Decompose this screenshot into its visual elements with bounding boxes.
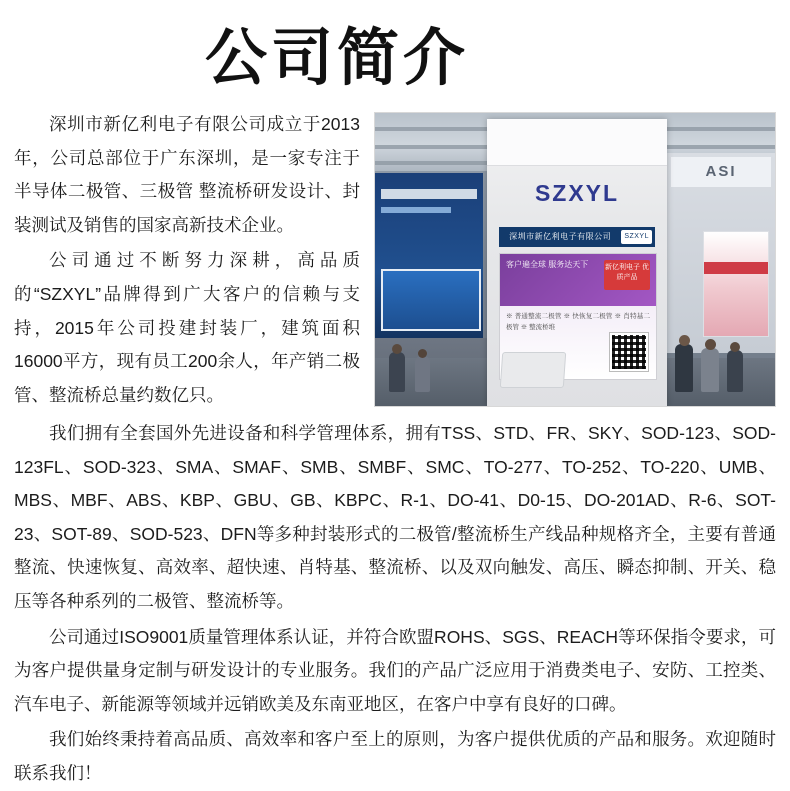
- booth-company-bar: [499, 227, 655, 247]
- profile-content: [0, 90, 790, 791]
- paragraph-4: 公司通过ISO9001质量管理体系认证，并符合欧盟ROHS、SGS、REACH等环保指令要求，可为客户提供量身定制与研发设计的专业服务。我们的产品广泛应用于消费类电子、安防、工控类、汽车电子、新能源等领域并远销欧美及东南亚地区，在客户中享有良好的口碑。: [14, 626, 776, 714]
- pillar-top: [487, 119, 667, 166]
- paragraph-2: 公司通过不断努力深耕，高品质的“SZXYL”品牌得到广大客户的信赖与支持，2015年公司投建封装厂，建筑面积16000平方，现有员工200余人，年产销二极管、整流桥总量约数亿只。: [14, 250, 360, 405]
- exhibition-booth-photo: [374, 112, 776, 407]
- poster-red-badge: 新亿利电子 优质产品: [604, 260, 650, 290]
- visitor-head: [392, 344, 402, 354]
- booth-logo: SZXYL: [534, 180, 620, 206]
- poster-product-lines: ※ 普通整流二极管 ※ 快恢复二极管 ※ 肖特基二极管 ※ 整流桥堆: [506, 313, 650, 332]
- left-booth: [375, 173, 483, 338]
- left-booth-subbanner: [381, 207, 451, 213]
- right-booth-sign: ASI: [671, 157, 771, 187]
- booth-company-name: 深圳市新亿利电子有限公司: [509, 232, 612, 241]
- visitor-figure: [727, 350, 743, 392]
- visitor-head: [705, 339, 716, 350]
- page-title: 公司简介: [205, 25, 470, 93]
- right-booth: [663, 153, 775, 353]
- paragraph-3: 我们拥有全套国外先进设备和科学管理体系，拥有TSS、STD、FR、SKY、SOD-123、SOD-123FL、SOD-323、SMA、SMAF、SMB、SMBF、SMC、TO-277、TO-252、TO-220、UMB、MBS、MBF、ABS、KBP、GBU、GB、KBPC、R-1、DO-41、D0-15、DO-201AD、R-6、SOT-23、SOT-89、SOD-523、DFN等多种封装形式的二极管/整流桥生产线品种规格齐全，主要有普通整流、快速恢复、高效率、超快速、肖特基、整流桥、以及双向触发、高压、瞬态抑制、开关、稳压等各种系列的二极管、整流桥等。: [14, 423, 776, 611]
- booth-company-tag: SZXYL: [621, 230, 652, 244]
- visitor-figure: [701, 348, 719, 392]
- right-booth-poster-band: [704, 262, 768, 274]
- right-booth-poster: [703, 231, 769, 337]
- visitor-figure: [389, 352, 405, 392]
- left-booth-banner: [381, 189, 477, 199]
- floor-crate: [500, 352, 567, 388]
- visitor-head: [730, 342, 740, 352]
- paragraph-5: 我们始终秉持着高品质、高效率和客户至上的原则，为客户提供优质的产品和服务。欢迎随时联系我们！: [14, 729, 776, 783]
- paragraph-1: 深圳市新亿利电子有限公司成立于2013年，公司总部位于广东深圳，是一家专注于半导体二极管、三极管 整流桥研发设计、封装测试及销售的国家高新技术企业。: [14, 114, 360, 235]
- visitor-figure: [675, 344, 693, 392]
- poster-headline: 客户遍全球 服务达天下: [500, 254, 656, 306]
- left-booth-screen: [381, 269, 481, 331]
- visitor-head: [418, 349, 427, 358]
- qr-code-icon: [610, 333, 648, 371]
- visitor-head: [679, 335, 690, 346]
- visitor-figure: [415, 356, 430, 392]
